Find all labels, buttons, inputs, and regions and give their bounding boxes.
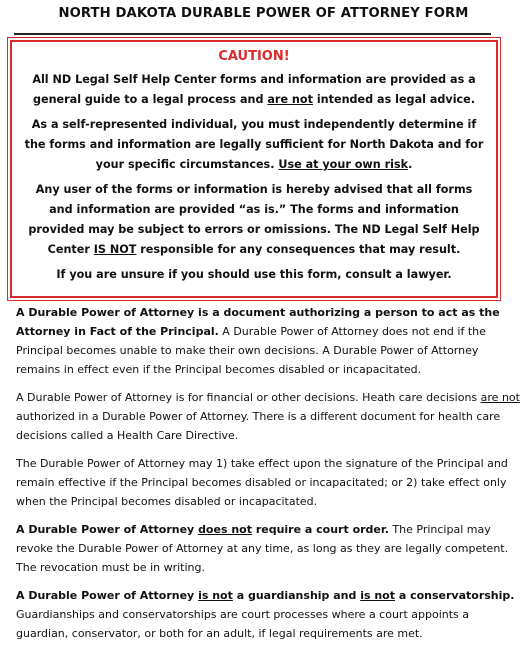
text-run: . [408, 158, 413, 171]
text-run: A Durable Power of Attorney does not end if the Principal becomes unable to make their own decisions. A Durable Power of Attorney remains in effect even if the Principal becomes disabled or incapacitated. [16, 325, 486, 376]
underlined-text: are not [480, 391, 520, 404]
bold-underlined-text: is not [360, 589, 395, 602]
text-run: Any user of the forms or information is hereby advised that all forms and information are provided “as is.” The forms and information provided may be subject to errors or omissions. The ND Legal Self Help Center [28, 183, 480, 256]
text-run: As a self-represented individual, you must independently determine if the forms and information are legally sufficient for North Dakota and for your specific circumstances. [24, 118, 484, 171]
caution-paragraph-3 [24, 180, 484, 260]
text-run: A Durable Power of Attorney is for financial or other decisions. Heath care decisions [16, 391, 481, 404]
bold-text: a guardianship and [232, 589, 361, 602]
body-paragraph-4 [16, 520, 522, 577]
text-run: All ND Legal Self Help Center forms and information are provided as a general guide to a legal process and [32, 73, 476, 106]
text-run: Guardianships and conservatorships are court processes where a court appoints a guardian, conservator, or both for an adult, if legal requirements are met. [16, 608, 470, 640]
caution-box [10, 40, 498, 298]
bold-text: A Durable Power of Attorney [16, 589, 199, 602]
document-body [16, 303, 522, 652]
body-paragraph-1 [16, 303, 522, 379]
text-run: responsible for any consequences that may result. [136, 243, 461, 256]
text-run: authorized in a Durable Power of Attorney. There is a different document for health care decisions called a Health Care Directive. [16, 410, 501, 442]
text-run: intended as legal advice. [312, 93, 475, 106]
bold-underlined-text: is not [198, 589, 233, 602]
caution-paragraph-2 [24, 115, 484, 175]
bold-text: A Durable Power of Attorney is a document authorizing a person to act as the Attorney in Fact of the Principal. [16, 306, 500, 338]
bold-text: a conservatorship. [395, 589, 515, 602]
body-paragraph-2 [16, 388, 522, 445]
bold-underlined-text: does not [198, 523, 252, 536]
caution-paragraph-4: If you are unsure if you should use this form, consult a lawyer. [56, 268, 452, 281]
bold-text: A Durable Power of Attorney [16, 523, 199, 536]
body-paragraph-3: The Durable Power of Attorney may 1) take effect upon the signature of the Principal and remain effective if the Principal becomes disabled or incapacitated; or 2) take effect only when the Principal becomes disabled or incapacitated. [16, 457, 508, 508]
body-paragraph-5 [16, 586, 522, 643]
text-run: The Principal may revoke the Durable Power of Attorney at any time, as long as they are legally competent. The revocation must be in writing. [16, 523, 509, 574]
underlined-text: Use at your own risk [278, 158, 409, 171]
caution-paragraph-1 [24, 70, 484, 110]
underlined-text: IS NOT [93, 243, 137, 256]
underlined-text: are not [267, 93, 313, 106]
document-title: NORTH DAKOTA DURABLE POWER OF ATTORNEY FORM [58, 6, 469, 21]
bold-text: require a court order. [251, 523, 389, 536]
title-rule [14, 33, 491, 35]
caution-heading: CAUTION! [218, 49, 290, 64]
